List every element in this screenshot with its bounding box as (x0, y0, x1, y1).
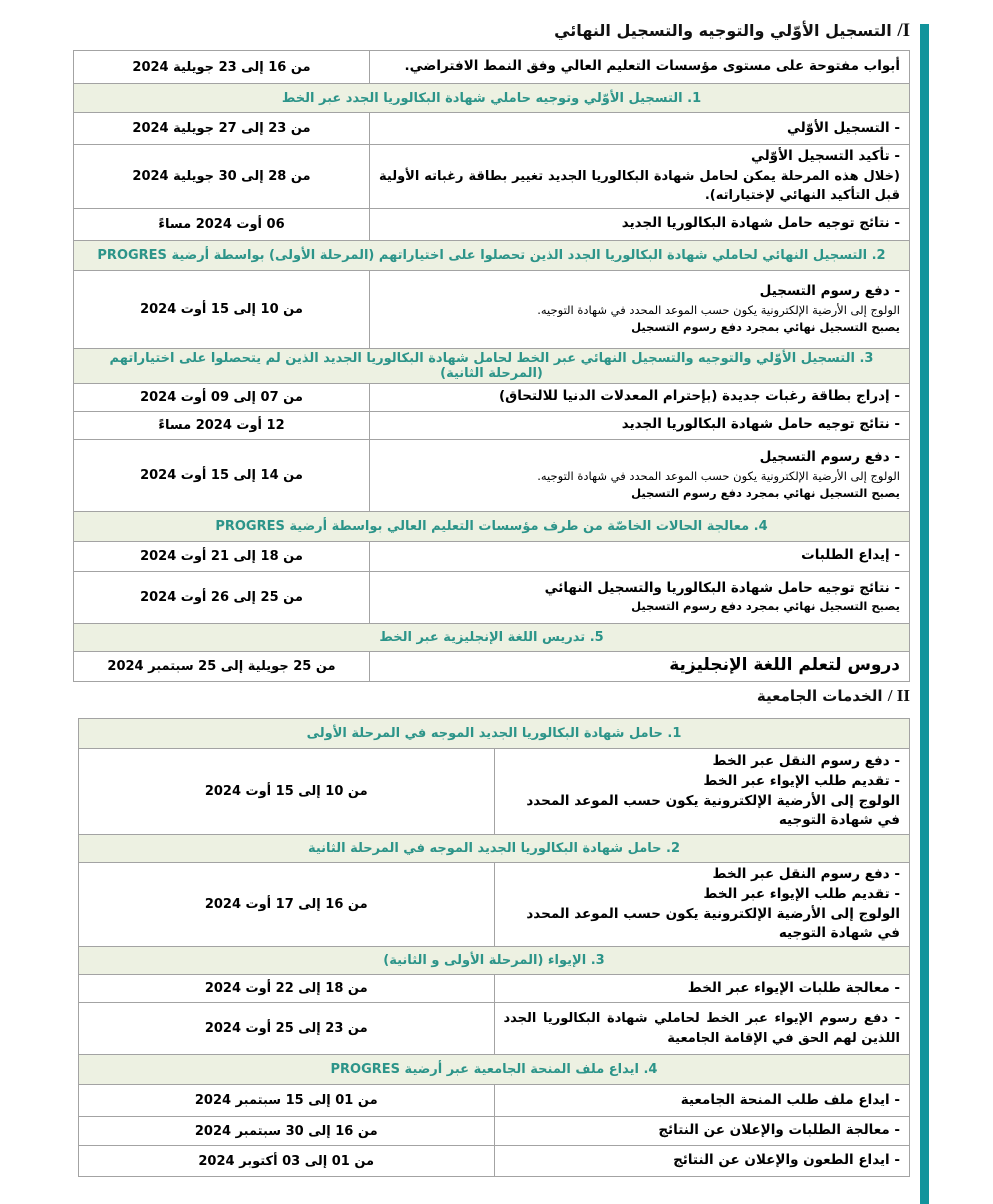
table-row (74, 623, 910, 651)
section-heading: 2. التسجيل النهائي لحاملي شهادة البكالوريا الجدد الذين تحصلوا على اختياراتهم (المرحلة الأولى) بواسطة أرضية PROGRES (74, 240, 910, 270)
table-row (79, 1055, 910, 1085)
activity-line: - معالجة طلبات الإيواء عبر الخط (687, 979, 900, 996)
activity-cell (494, 1003, 910, 1055)
table-row (79, 947, 910, 975)
activity-cell (494, 863, 910, 947)
date-cell: من 14 إلى 15 أوت 2024 (74, 439, 370, 511)
table-row (74, 113, 910, 145)
activity-line: أبواب مفتوحة على مستوى مؤسسات التعليم العالي وفق النمط الافتراضي. (404, 58, 900, 75)
activity-line: يصبح التسجيل نهائي بمجرد دفع رسوم التسجيل (631, 599, 900, 614)
activity-cell (370, 383, 910, 411)
activity-line: - نتائج توجيه حامل شهادة البكالوريا الجديد (621, 215, 900, 232)
table-row (74, 240, 910, 270)
table-row (74, 439, 910, 511)
activity-line: - إيداع الطلبات (801, 547, 900, 564)
part1-schedule-table (73, 50, 910, 682)
activity-line: يصبح التسجيل نهائي بمجرد دفع رسوم التسجيل (631, 485, 900, 500)
part1-title (78, 20, 910, 42)
table-row (74, 270, 910, 348)
part2-title-text: الخدمات الجامعية (756, 687, 883, 705)
activity-cell (370, 541, 910, 571)
activity-cell (494, 1146, 910, 1177)
activity-line: - تقديم طلب الإيواء عبر الخط (703, 885, 900, 902)
activity-cell (370, 270, 910, 348)
activity-line: يصبح التسجيل نهائي بمجرد دفع رسوم التسجيل (631, 319, 900, 334)
activity-line: - دفع رسوم التسجيل (759, 283, 900, 300)
table-row (79, 863, 910, 947)
date-cell: من 23 إلى 25 أوت 2024 (79, 1003, 495, 1055)
activity-cell (494, 975, 910, 1003)
activity-line: - نتائج توجيه حامل شهادة البكالوريا الجديد (621, 416, 900, 433)
part1-title-text: التسجيل الأوّلي والتوجيه والتسجيل النهائي (554, 21, 892, 40)
activity-line: - تقديم طلب الإيواء عبر الخط (703, 772, 900, 789)
date-cell: 12 أوت 2024 مساءً (74, 411, 370, 439)
table-row (79, 1117, 910, 1146)
activity-line: - دفع رسوم النقل عبر الخط (712, 866, 900, 883)
part1-title-number: I/ (897, 20, 910, 41)
table-row (74, 541, 910, 571)
date-cell: من 07 إلى 09 أوت 2024 (74, 383, 370, 411)
activity-line: - دفع رسوم النقل عبر الخط (712, 753, 900, 770)
table-row (74, 84, 910, 113)
date-cell: من 28 إلى 30 جويلية 2024 (74, 145, 370, 209)
part2-title (78, 686, 910, 706)
part2-title-number: II / (887, 686, 910, 705)
table-row (74, 145, 910, 209)
table-row (74, 511, 910, 541)
section-heading: 3. الإيواء (المرحلة الأولى و الثانية) (79, 947, 910, 975)
section-heading: 1. التسجيل الأوّلي وتوجيه حاملي شهادة البكالوريا الجدد عبر الخط (74, 84, 910, 113)
table-row (74, 383, 910, 411)
table-row (74, 348, 910, 383)
activity-line: - دفع رسوم الإيواء عبر الخط لحاملي شهادة البكالوريا الجدد اللذين لهم الحق في الإقامة الجامعية (503, 1011, 900, 1046)
date-cell: من 25 إلى 26 أوت 2024 (74, 571, 370, 623)
section-heading: 2. حامل شهادة البكالوريا الجديد الموجه في المرحلة الثانية (79, 835, 910, 863)
activity-cell (494, 1117, 910, 1146)
activity-cell (370, 208, 910, 240)
activity-cell (370, 571, 910, 623)
date-cell: من 18 إلى 21 أوت 2024 (74, 541, 370, 571)
table-row (79, 1003, 910, 1055)
date-cell: من 01 إلى 15 سبتمبر 2024 (79, 1085, 495, 1117)
date-cell: من 01 إلى 03 أكتوبر 2024 (79, 1146, 495, 1177)
activity-line: - تأكيد التسجيل الأوّلي (750, 148, 900, 164)
section-heading: 4. معالجة الحالات الخاصّة من طرف مؤسسات التعليم العالي بواسطة أرضية PROGRES (74, 511, 910, 541)
section-heading: 4. ايداع ملف المنحة الجامعية عبر أرضية PROGRES (79, 1055, 910, 1085)
date-cell: من 18 إلى 22 أوت 2024 (79, 975, 495, 1003)
activity-cell (494, 749, 910, 835)
date-cell: من 23 إلى 27 جويلية 2024 (74, 113, 370, 145)
activity-line: - معالجة الطلبات والإعلان عن النتائج (658, 1122, 900, 1139)
activity-line: - التسجيل الأوّلي (786, 119, 900, 136)
table-row (74, 571, 910, 623)
table-row (74, 51, 910, 84)
section-heading: 5. تدريس اللغة الإنجليزية عبر الخط (74, 623, 910, 651)
table-row (79, 835, 910, 863)
date-cell: من 16 إلى 17 أوت 2024 (79, 863, 495, 947)
activity-line: - إدراج بطاقة رغبات جديدة (بإحترام المعدلات الدنيا للالتحاق) (498, 388, 900, 405)
activity-cell (370, 113, 910, 145)
table-row (79, 1085, 910, 1117)
date-cell: 06 أوت 2024 مساءً (74, 208, 370, 240)
activity-cell (370, 411, 910, 439)
activity-line: الولوج إلى الأرضية الإلكترونية يكون حسب الموعد المحدد في شهادة التوجيه. (537, 468, 900, 483)
table-row (74, 208, 910, 240)
accent-bar (920, 24, 929, 1204)
section-heading: 1. حامل شهادة البكالوريا الجديد الموجه في المرحلة الأولى (79, 719, 910, 749)
activity-line: - دفع رسوم التسجيل (759, 449, 900, 466)
activity-cell (370, 651, 910, 681)
date-cell: من 25 جويلية إلى 25 سبتمبر 2024 (74, 651, 370, 681)
activity-line: (خلال هذه المرحلة يمكن لحامل شهادة البكالوريا الجديد تغيير بطاقة رغباته الأولية قبل التأكيد النهائي لإختياراته). (379, 168, 900, 204)
table-row (79, 975, 910, 1003)
activity-cell (370, 439, 910, 511)
activity-line: - ايداع الطعون والإعلان عن النتائج (673, 1152, 900, 1169)
section-heading: 3. التسجيل الأوّلي والتوجيه والتسجيل النهائي عبر الخط لحامل شهادة البكالوريا الجديد الذين لم يتحصلوا على اختياراتهم (المرحلة الثانية) (74, 348, 910, 383)
date-cell: من 16 إلى 23 جويلية 2024 (74, 51, 370, 84)
activity-cell (370, 51, 910, 84)
table-row (79, 1146, 910, 1177)
activity-line: دروس لتعلم اللغة الإنجليزية (669, 655, 900, 676)
date-cell: من 10 إلى 15 أوت 2024 (79, 749, 495, 835)
date-cell: من 10 إلى 15 أوت 2024 (74, 270, 370, 348)
activity-line: الولوج إلى الأرضية الإلكترونية يكون حسب الموعد المحدد في شهادة التوجيه (526, 905, 900, 942)
activity-cell (370, 145, 910, 209)
activity-line: الولوج إلى الأرضية الإلكترونية يكون حسب الموعد المحدد في شهادة التوجيه (526, 792, 900, 829)
date-cell: من 16 إلى 30 سبتمبر 2024 (79, 1117, 495, 1146)
activity-line: الولوج إلى الأرضية الإلكترونية يكون حسب الموعد المحدد في شهادة التوجيه. (537, 302, 900, 317)
part2-schedule-table (78, 718, 910, 1177)
table-row (79, 749, 910, 835)
activity-cell (494, 1085, 910, 1117)
table-row (74, 411, 910, 439)
activity-line: - نتائج توجيه حامل شهادة البكالوريا والتسجيل النهائي (544, 579, 900, 596)
table-row (79, 719, 910, 749)
table-row (74, 651, 910, 681)
activity-line: - ايداع ملف طلب المنحة الجامعية (680, 1091, 900, 1108)
